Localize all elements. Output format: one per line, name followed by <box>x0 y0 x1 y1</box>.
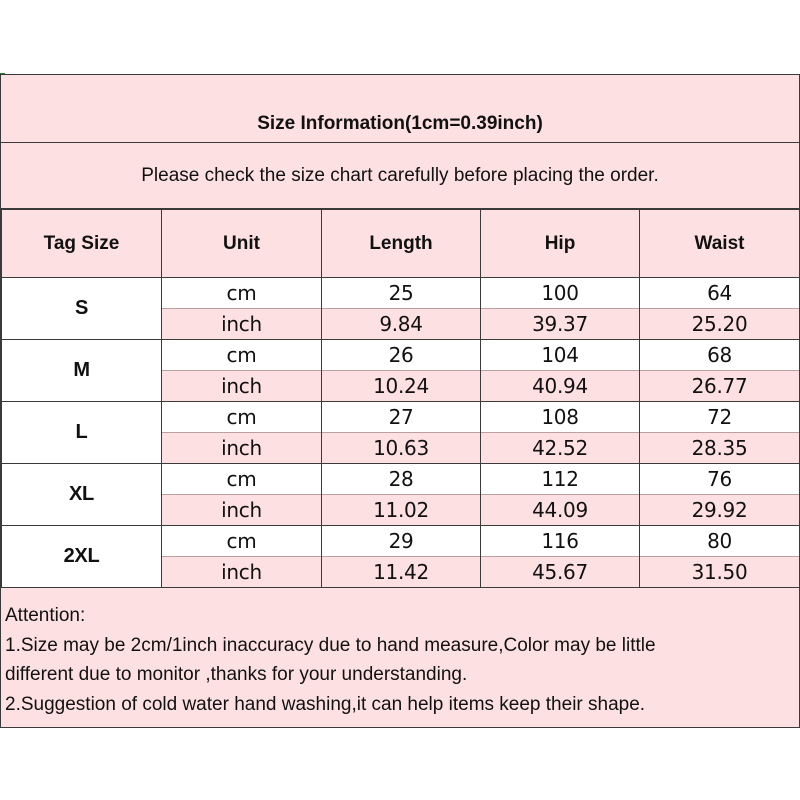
waist-cell: 68 <box>640 340 800 371</box>
notice-row <box>1 143 799 209</box>
table-row <box>2 402 800 433</box>
hip-cell: 44.09 <box>481 495 640 526</box>
waist-cell: 31.50 <box>640 557 800 588</box>
unit-cell: inch <box>162 371 322 402</box>
size-chart-title: Size Information(1cm=0.39inch) <box>257 113 543 134</box>
table-row <box>2 526 800 557</box>
header-length: Length <box>322 210 481 278</box>
waist-cell: 72 <box>640 402 800 433</box>
waist-cell: 80 <box>640 526 800 557</box>
tag-size-cell: L <box>2 402 162 464</box>
unit-cell: inch <box>162 495 322 526</box>
waist-cell: 25.20 <box>640 309 800 340</box>
tag-size-cell: S <box>2 278 162 340</box>
header-tag-size: Tag Size <box>2 210 162 278</box>
table-header-row <box>2 210 800 278</box>
header-hip: Hip <box>481 210 640 278</box>
table-row <box>2 278 800 309</box>
length-cell: 25 <box>322 278 481 309</box>
header-waist: Waist <box>640 210 800 278</box>
attention-note <box>1 593 795 719</box>
hip-cell: 108 <box>481 402 640 433</box>
unit-cell: inch <box>162 309 322 340</box>
header-unit: Unit <box>162 210 322 278</box>
waist-cell: 26.77 <box>640 371 800 402</box>
tag-size-cell: XL <box>2 464 162 526</box>
table-row <box>2 464 800 495</box>
size-table <box>1 209 800 588</box>
length-cell: 26 <box>322 340 481 371</box>
unit-cell: cm <box>162 402 322 433</box>
length-cell: 29 <box>322 526 481 557</box>
unit-cell: cm <box>162 340 322 371</box>
hip-cell: 45.67 <box>481 557 640 588</box>
tag-size-cell: 2XL <box>2 526 162 588</box>
size-chart-sheet <box>0 74 800 728</box>
attention-line: 1.Size may be 2cm/1inch inaccuracy due to hand measure,Color may be little <box>5 634 656 656</box>
unit-cell: inch <box>162 433 322 464</box>
hip-cell: 116 <box>481 526 640 557</box>
length-cell: 27 <box>322 402 481 433</box>
hip-cell: 104 <box>481 340 640 371</box>
length-cell: 28 <box>322 464 481 495</box>
length-cell: 11.02 <box>322 495 481 526</box>
hip-cell: 40.94 <box>481 371 640 402</box>
hip-cell: 112 <box>481 464 640 495</box>
waist-cell: 29.92 <box>640 495 800 526</box>
attention-heading: Attention: <box>5 605 86 626</box>
length-cell: 10.63 <box>322 433 481 464</box>
hip-cell: 100 <box>481 278 640 309</box>
unit-cell: cm <box>162 526 322 557</box>
unit-cell: inch <box>162 557 322 588</box>
length-cell: 10.24 <box>322 371 481 402</box>
hip-cell: 42.52 <box>481 433 640 464</box>
hip-cell: 39.37 <box>481 309 640 340</box>
attention-line: different due to monitor ,thanks for your understanding. <box>5 664 468 685</box>
waist-cell: 28.35 <box>640 433 800 464</box>
notice-text: Please check the size chart carefully before placing the order. <box>141 164 659 186</box>
table-row <box>2 340 800 371</box>
length-cell: 9.84 <box>322 309 481 340</box>
waist-cell: 64 <box>640 278 800 309</box>
title-row <box>1 75 799 143</box>
unit-cell: cm <box>162 278 322 309</box>
tag-size-cell: M <box>2 340 162 402</box>
attention-line: 2.Suggestion of cold water hand washing,it can help items keep their shape. <box>5 693 646 715</box>
unit-cell: cm <box>162 464 322 495</box>
length-cell: 11.42 <box>322 557 481 588</box>
waist-cell: 76 <box>640 464 800 495</box>
